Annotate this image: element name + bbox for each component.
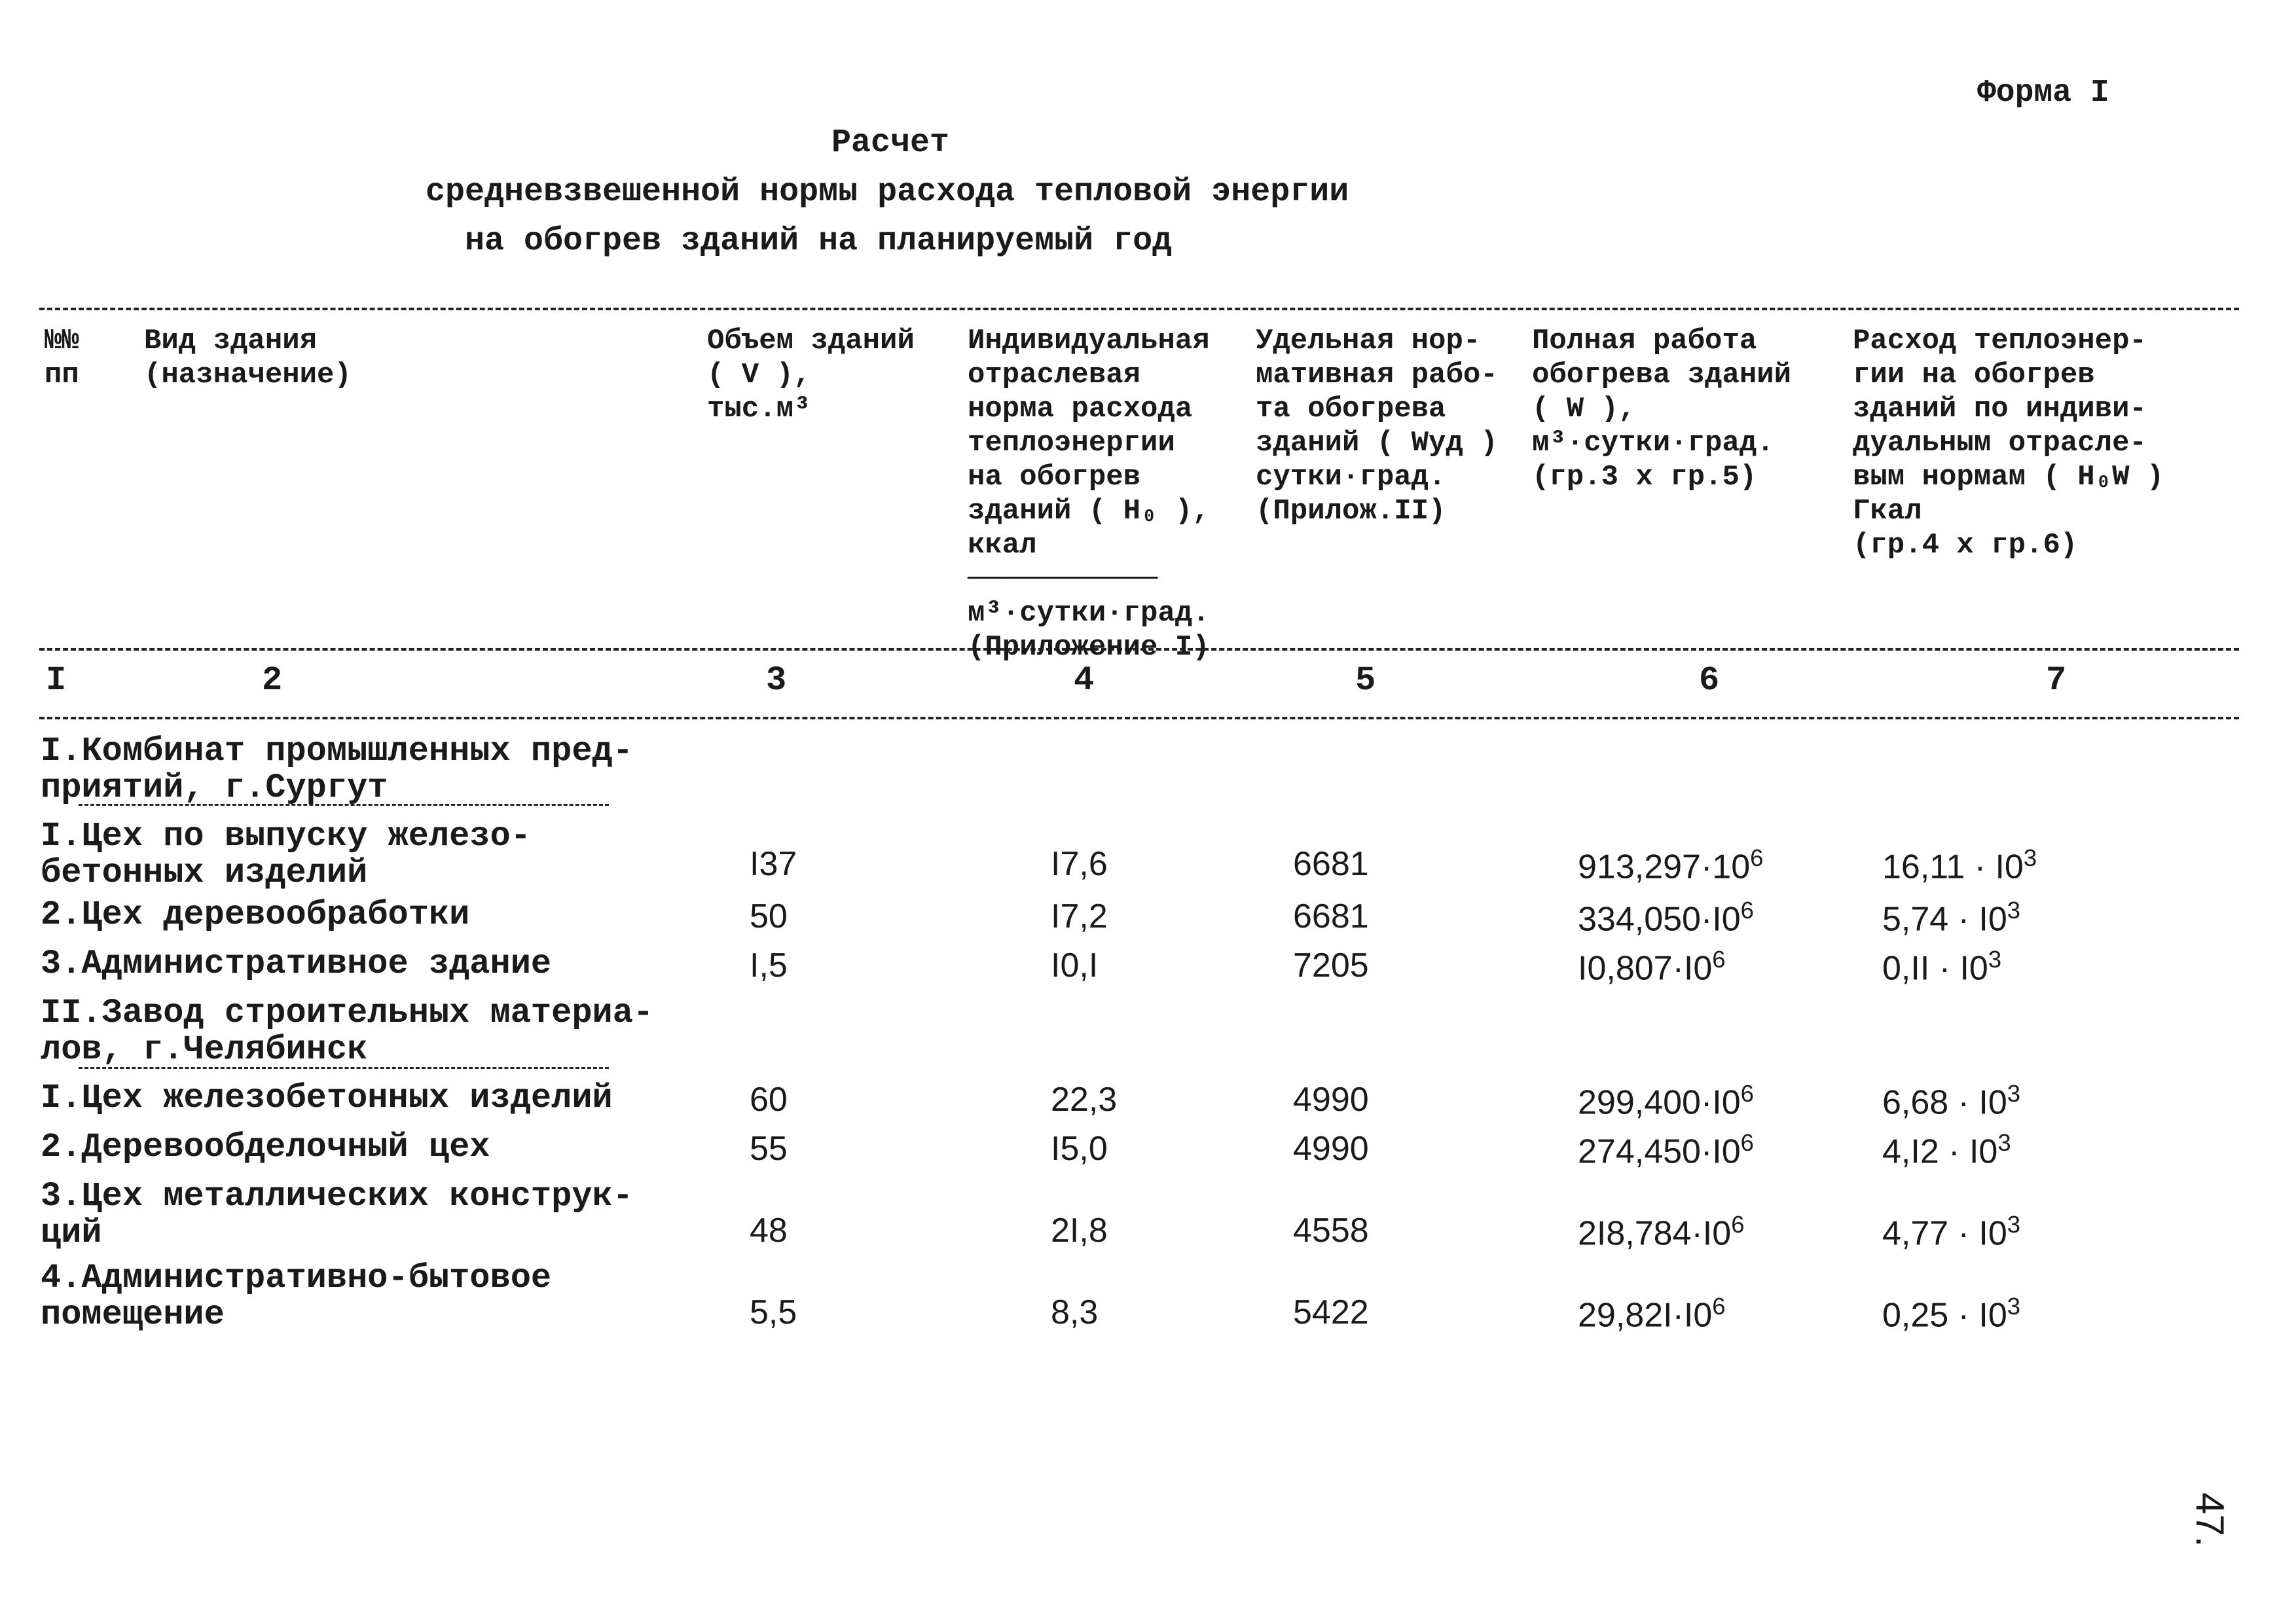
- row-consumption-base: 16,11 · I0: [1882, 848, 2024, 886]
- row-name: I.Цех по выпуску железо- бетонных изделий: [41, 817, 531, 892]
- col-number-1: I: [46, 661, 67, 700]
- row-norm: I7,6: [1051, 845, 1108, 883]
- row-consumption-exp: 3: [2007, 1080, 2021, 1107]
- row-name: 2.Цех деревообработки: [41, 895, 470, 934]
- row-specific-work: 6681: [1293, 897, 1369, 935]
- row-total-work: [1578, 1080, 1754, 1122]
- row-consumption-exp: 3: [2023, 844, 2037, 871]
- row-total-work: [1578, 1129, 1754, 1171]
- row-total-work-base: 913,297·10: [1578, 848, 1751, 886]
- header-col-1: №№ пп: [45, 325, 79, 391]
- row-total-work-base: I0,807·I0: [1578, 949, 1713, 988]
- row-norm: 8,3: [1051, 1293, 1099, 1331]
- row-total-work-base: 29,82I·I0: [1578, 1296, 1713, 1335]
- header-col-6: Полная работа обогрева зданий ( W ), м³·сутки·град. (гр.3 х гр.5): [1532, 325, 1792, 494]
- row-total-work-base: 299,400·I0: [1578, 1083, 1741, 1122]
- row-consumption-base: 5,74 · I0: [1882, 900, 2007, 939]
- row-specific-work: 6681: [1293, 845, 1369, 883]
- header-col-3: Объем зданий ( V ), тыс.м³: [707, 325, 915, 425]
- row-total-work: [1578, 844, 1763, 886]
- row-total-work: [1578, 897, 1754, 939]
- section-title: I.Комбинат промышленных пред- приятий, г.Сургут: [41, 732, 633, 807]
- row-volume: 60: [750, 1081, 788, 1119]
- row-consumption-base: 4,I2 · I0: [1882, 1132, 1998, 1171]
- row-total-work-exp: 6: [1740, 1080, 1754, 1107]
- row-name: I.Цех железобетонных изделий: [41, 1079, 613, 1117]
- row-name: 2.Деревообделочный цех: [41, 1128, 490, 1166]
- row-consumption: [1882, 1129, 2011, 1171]
- row-consumption-base: 6,68 · I0: [1882, 1083, 2007, 1122]
- header-col-2: Вид здания (назначение): [144, 325, 352, 391]
- row-volume: 48: [750, 1212, 788, 1250]
- top-rule: [39, 308, 2239, 310]
- row-volume: I37: [750, 845, 797, 883]
- row-consumption-exp: 3: [1988, 946, 2002, 973]
- row-consumption-base: 0,II · I0: [1882, 949, 1988, 988]
- col-number-7: 7: [2046, 661, 2067, 700]
- row-consumption-base: 0,25 · I0: [1882, 1296, 2007, 1335]
- row-total-work-exp: 6: [1712, 946, 1726, 973]
- row-specific-work: 4558: [1293, 1212, 1369, 1250]
- row-total-work: [1578, 946, 1726, 988]
- section-underline: [79, 804, 609, 806]
- row-consumption: [1882, 946, 2001, 988]
- colnum-bottom-rule: [39, 717, 2239, 719]
- col-number-5: 5: [1355, 661, 1376, 700]
- row-consumption: [1882, 1080, 2020, 1122]
- row-specific-work: 7205: [1293, 947, 1369, 984]
- row-specific-work: 5422: [1293, 1293, 1369, 1331]
- row-total-work-exp: 6: [1740, 1129, 1754, 1156]
- row-consumption-base: 4,77 · I0: [1882, 1214, 2007, 1253]
- row-consumption: [1882, 1293, 2020, 1335]
- row-consumption-exp: 3: [1997, 1129, 2011, 1156]
- col-number-2: 2: [262, 661, 283, 700]
- row-specific-work: 4990: [1293, 1081, 1369, 1119]
- row-norm: I5,0: [1051, 1130, 1108, 1168]
- row-name: 3.Административное здание: [41, 945, 552, 983]
- header-col-7: Расход теплоэнер- гии на обогрев зданий по индиви- дуальным отрасле- вым нормам ( H₀W ) Гкал (гр.4 х гр.6): [1853, 325, 2164, 562]
- row-volume: 50: [750, 897, 788, 935]
- row-total-work-base: 334,050·I0: [1578, 900, 1741, 939]
- form-label: Форма I: [1977, 75, 2109, 111]
- row-consumption-exp: 3: [2007, 1211, 2021, 1238]
- row-volume: 5,5: [750, 1293, 797, 1331]
- header-col-5: Удельная нор- мативная рабо- та обогрева зданий ( Wуд ) сутки·град. (Прилож.II): [1256, 325, 1498, 528]
- row-consumption: [1882, 1211, 2020, 1253]
- section-underline: [79, 1067, 609, 1069]
- row-name: 4.Административно-бытовое помещение: [41, 1259, 552, 1334]
- row-specific-work: 4990: [1293, 1130, 1369, 1168]
- row-norm: 2I,8: [1051, 1212, 1108, 1250]
- row-total-work-exp: 6: [1731, 1211, 1745, 1238]
- row-total-work-base: 274,450·I0: [1578, 1132, 1741, 1171]
- title-line-2: средневзвешенной нормы расхода тепловой энергии: [426, 173, 1349, 211]
- row-total-work-exp: 6: [1712, 1293, 1726, 1320]
- section-title: II.Завод строительных материа- лов, г.Челябинск: [41, 994, 654, 1069]
- header-col-4: Индивидуальная отраслевая норма расхода теплоэнергии на обогрев зданий ( H₀ ), ккал ─────────── м³·сутки·град. (Приложение I): [968, 325, 1210, 664]
- title-line-3: на обогрев зданий на планируемый год: [465, 223, 1173, 260]
- row-total-work: [1578, 1293, 1726, 1335]
- row-total-work-exp: 6: [1750, 844, 1764, 871]
- row-volume: 55: [750, 1130, 788, 1168]
- col-number-6: 6: [1699, 661, 1720, 700]
- row-consumption-exp: 3: [2007, 1293, 2021, 1320]
- col-number-3: 3: [766, 661, 787, 700]
- title-line-1: Расчет: [831, 124, 950, 162]
- row-total-work-base: 2I8,784·I0: [1578, 1214, 1732, 1253]
- page-number: 47.: [2188, 1492, 2232, 1547]
- row-total-work-exp: 6: [1740, 897, 1754, 924]
- row-norm: 22,3: [1051, 1081, 1118, 1119]
- row-norm: I0,I: [1051, 947, 1099, 984]
- row-name: 3.Цех металлических конструк- ций: [41, 1177, 633, 1252]
- row-consumption: [1882, 897, 2020, 939]
- row-total-work: [1578, 1211, 1744, 1253]
- row-consumption: [1882, 844, 2037, 886]
- row-volume: I,5: [750, 947, 788, 984]
- row-consumption-exp: 3: [2007, 897, 2021, 924]
- row-norm: I7,2: [1051, 897, 1108, 935]
- col-number-4: 4: [1074, 661, 1095, 700]
